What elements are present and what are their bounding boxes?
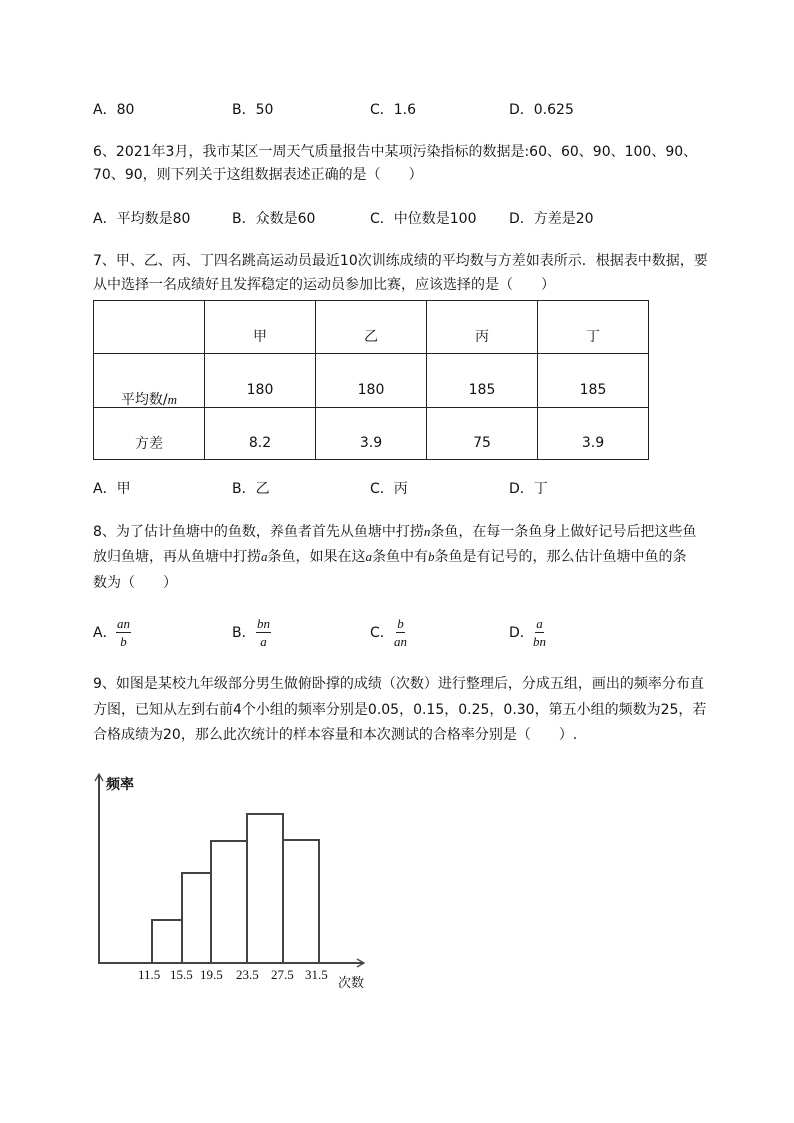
table-cell: 185 <box>427 354 538 408</box>
q7-option-d: D．丁 <box>509 481 548 497</box>
table-row-label: 方差 <box>94 408 205 460</box>
q9-stem-line2: 方图，已知从左到右前4个小组的频率分别是0.05，0.15，0.25，0.30，第五小组的频数为25，若 <box>93 702 707 718</box>
x-tick-label: 27.5 <box>271 967 294 982</box>
q8-option-a-fraction: $\frac{an}{b}$ <box>117 616 130 649</box>
q9-stem-line3: 合格成绩为20，那么此次统计的样本容量和本次测试的合格率分别是（ ）. <box>93 727 578 743</box>
q5-option-d: D．0.625 <box>509 102 574 118</box>
q6-option-d: D．方差是20 <box>509 211 594 227</box>
q6-stem-line1: 6、2021年3月，我市某区一周天气质量报告中某项污染指标的数据是:60、60、90、100、90、 <box>93 144 698 160</box>
q5-option-b: B．50 <box>232 102 274 118</box>
q7-option-c: C．丙 <box>370 481 408 497</box>
x-tick-label: 23.5 <box>236 967 259 982</box>
q6-stem-line2: 70、90，则下列关于这组数据表述正确的是（ ） <box>93 167 423 183</box>
histogram-bar-5 <box>283 840 319 963</box>
unit-label: m <box>167 391 178 407</box>
q6-option-c: C．中位数是100 <box>370 211 477 227</box>
histogram-bar-1 <box>152 920 182 963</box>
histogram-bar-4 <box>247 814 283 963</box>
q6-option-b: B．众数是60 <box>232 211 316 227</box>
table-cell: 180 <box>316 354 427 408</box>
table-row-label: 平均数/m <box>94 354 205 408</box>
histogram-bar-2 <box>182 873 211 963</box>
q9-stem-line1: 9、如图是某校九年级部分男生做俯卧撑的成绩（次数）进行整理后，分成五组，画出的频率分布直 <box>93 676 704 692</box>
x-tick-label: 15.5 <box>170 967 193 982</box>
q7-option-b: B．乙 <box>232 481 270 497</box>
q8-stem-line1: 8、为了估计鱼塘中的鱼数，养鱼者首先从鱼塘中打捞n条鱼，在每一条鱼身上做好记号后把这些鱼 <box>93 524 697 540</box>
table-cell: 75 <box>427 408 538 460</box>
table-cell: 8.2 <box>205 408 316 460</box>
q7-stem-line1: 7、甲、乙、丙、丁四名跳高运动员最近10次训练成绩的平均数与方差如表所示．根据表中数据，要 <box>93 253 708 269</box>
table-header-cell: 丙 <box>427 301 538 354</box>
y-axis-label: 频率 <box>106 777 134 793</box>
q7-stem-line2: 从中选择一名成绩好且发挥稳定的运动员参加比赛，应该选择的是（ ） <box>93 277 555 293</box>
q8-option-c-label: C． <box>370 625 394 641</box>
q7-option-a: A．甲 <box>93 481 131 497</box>
table-cell: 3.9 <box>538 408 649 460</box>
q8-stem-line2: 放归鱼塘，再从鱼塘中打捞a条鱼，如果在这a条鱼中有b条鱼是有记号的，那么估计鱼塘中鱼的条 <box>93 549 687 565</box>
x-axis-label: 次数 <box>338 976 365 991</box>
q8-option-c-fraction: $\frac{b}{an}$ <box>394 616 407 649</box>
table-header-cell: 甲 <box>205 301 316 354</box>
q6-option-a: A．平均数是80 <box>93 211 191 227</box>
table-cell: 180 <box>205 354 316 408</box>
x-tick-label: 31.5 <box>305 967 328 982</box>
x-tick-label: 19.5 <box>200 967 223 982</box>
q8-option-b-fraction: $\frac{bn}{a}$ <box>257 616 270 649</box>
histogram-bar-3 <box>211 841 247 963</box>
q5-option-a: A．80 <box>93 102 135 118</box>
q8-option-d-fraction: $\frac{a}{bn}$ <box>533 616 546 649</box>
q8-option-b-label: B． <box>232 625 256 641</box>
table-cell: 3.9 <box>316 408 427 460</box>
table-header-cell: 丁 <box>538 301 649 354</box>
q8-option-a-label: A． <box>93 625 117 641</box>
table-header-cell: 乙 <box>316 301 427 354</box>
q8-stem-line3: 数为（ ） <box>93 575 177 591</box>
x-tick-label: 11.5 <box>138 967 161 982</box>
q8-option-d-label: D． <box>509 625 534 641</box>
q5-option-c: C．1.6 <box>370 102 417 118</box>
table-cell: 185 <box>538 354 649 408</box>
